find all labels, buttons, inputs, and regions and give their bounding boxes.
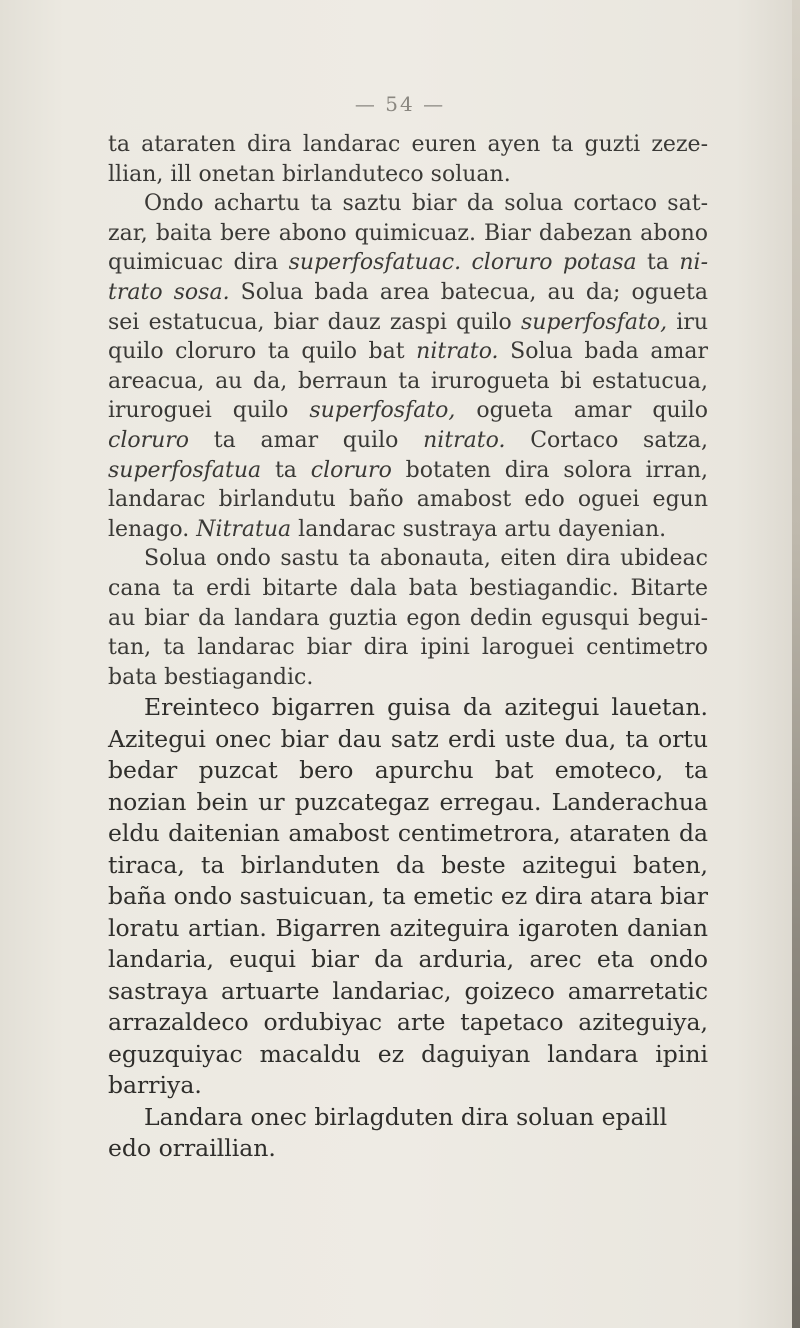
text-segment: landarac sustraya artu dayenian. (291, 516, 667, 542)
italic-term: cloruro (310, 457, 392, 483)
paragraph-2 (108, 544, 708, 692)
text-segment: Ereinteco bigarren guisa da azitegui lauetan. Azitegui onec biar dau satz erdi uste dua, ta ortu bedar puzcat bero apurchu bat emoteco, ta nozian bein ur puzcategaz erregau. Landerachua eldu daitenian amabost centimetrora, ataraten da tiraca, ta birlanduten da beste azitegui baten, baña ondo sastuicuan, ta emetic ez dira atara biar loratu artian. Bigarren aziteguira igaroten danian landaria, euqui biar da arduria, arec eta ondo sastraya artuarte landariac, goizeco amarretatic arrazaldeco ordubiyac arte tapetaco aziteguiya, eguzquiyac macaldu ez daguiyan landara ipini barriya. (108, 693, 708, 1100)
text-segment: ta (261, 457, 311, 483)
paragraph-4 (108, 1102, 708, 1165)
italic-term: superfosfato, (309, 398, 456, 424)
italic-term: Nitratua (196, 516, 292, 542)
italic-term: superfosfatua (108, 457, 262, 483)
body-text (108, 130, 708, 1165)
italic-term: superfosfato, (520, 309, 668, 335)
text-segment: Landara onec birlagduten dira soluan epaill edo orraillian. (108, 1102, 668, 1163)
text-segment: botaten dira solora irran, landarac birlandutu baño amabost edo oguei egun lenago. (108, 457, 708, 542)
italic-term: nitrato. (423, 427, 506, 453)
text-segment: Cortaco satza, (505, 427, 708, 453)
paragraph-0 (108, 130, 708, 189)
italic-term: nitrato sosa. (108, 250, 708, 305)
paragraph-1 (108, 189, 708, 544)
text-segment: ta (636, 250, 680, 276)
text-segment: ta amar quilo (189, 427, 424, 453)
text-segment: Solua bada amar areacua, au da, berraun ta irurogueta bi estatucua, iruroguei quilo (108, 339, 708, 424)
text-segment: ogueta amar quilo (455, 398, 708, 424)
text-segment: Ondo achartu ta saztu biar da solua cortaco satzar, baita bere abono quimicuaz. Biar dabezan abono quimicuac dira (108, 191, 708, 276)
italic-term: cloruro (108, 427, 190, 453)
paragraph-3 (108, 692, 708, 1102)
text-segment: ta ataraten dira landarac euren ayen ta guzti zezellian, ill onetan birlanduteco soluan. (108, 132, 708, 187)
page-edge (792, 0, 800, 1328)
text-segment: Solua ondo sastu ta abonauta, eiten dira ubideac cana ta erdi bitarte dala bata bestiagandic. Bitarte au biar da landara guztia egon dedin egusqui beguitan, ta landarac biar dira ipini laroguei centimetro bata bestiagandic. (108, 546, 708, 690)
page-number: — 54 — (354, 92, 446, 116)
text-segment: Solua bada area batecua, au da; ogueta sei estatucua, biar dauz zaspi quilo (108, 279, 708, 335)
text-segment: iru quilo cloruro ta quilo bat (108, 309, 709, 365)
italic-term: nitrato. (416, 339, 499, 365)
italic-term: superfosfatuac. cloruro potasa (288, 250, 637, 276)
